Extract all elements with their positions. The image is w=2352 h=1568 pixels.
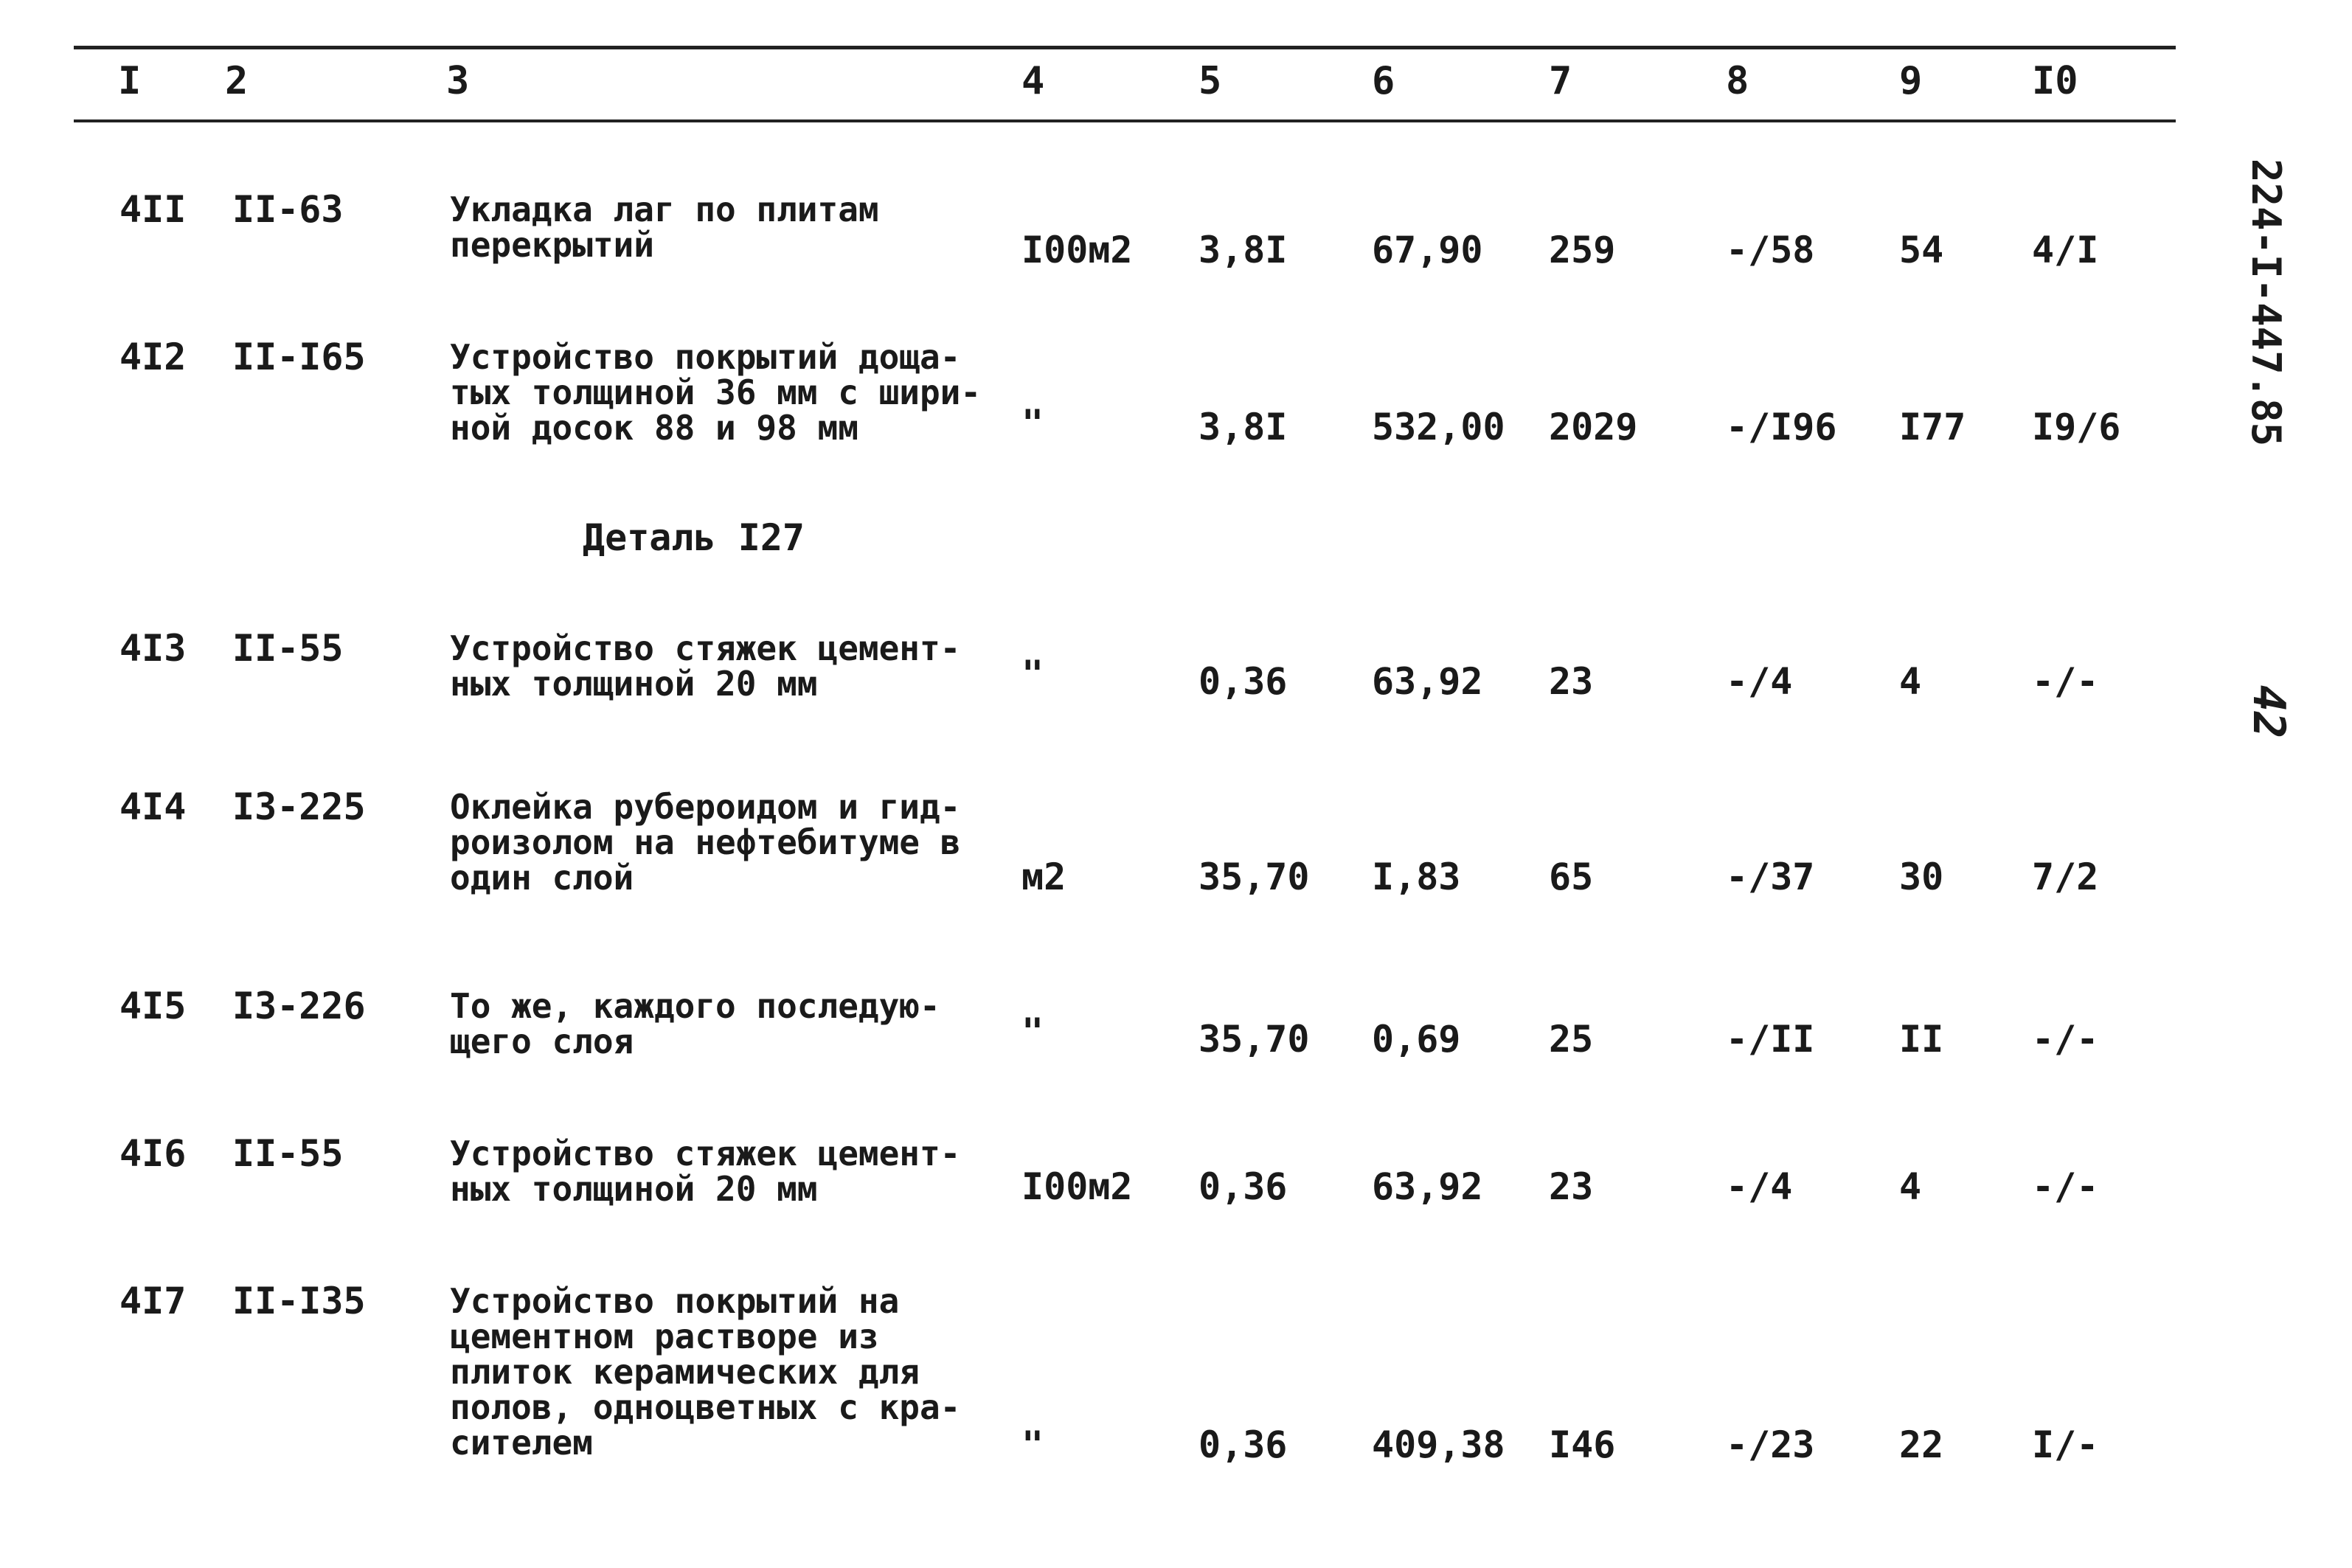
work-description: Оклейка рубероидом и гид- роизолом на нефтебитуме в один слой	[450, 787, 961, 898]
row-number: 4I4	[119, 785, 187, 828]
column-10-value: 7/2	[2032, 856, 2099, 898]
unit-price: 409,38	[1372, 1423, 1505, 1466]
work-description: Устройство покрытий доща- тых толщиной 36 мм с шири- ной досок 88 и 98 мм	[450, 337, 982, 448]
row-number: 4I2	[119, 336, 187, 378]
norm-code: I3-225	[232, 785, 366, 828]
column-10-value: -/-	[2032, 1165, 2099, 1208]
unit: "	[1021, 653, 1044, 695]
quantity: 0,36	[1198, 1423, 1288, 1466]
work-description: Укладка лаг по плитам перекрытий	[450, 190, 879, 265]
quantity: 35,70	[1198, 1018, 1310, 1061]
row-number: 4I6	[119, 1132, 187, 1175]
column-8-value: -/58	[1726, 229, 1815, 271]
column-9-value: 4	[1899, 1165, 1922, 1208]
column-10-value: 4/I	[2032, 229, 2099, 271]
page-number: 42	[2243, 684, 2295, 739]
total-cost: I46	[1549, 1423, 1616, 1466]
unit: I00м2	[1021, 1165, 1133, 1208]
norm-code: II-55	[232, 627, 344, 670]
norm-code: II-I65	[232, 336, 366, 378]
unit-price: 63,92	[1372, 1165, 1483, 1208]
unit-price: I,83	[1372, 856, 1461, 898]
document-code-side-label: 224-I-447.85	[2243, 159, 2289, 447]
unit: I00м2	[1021, 229, 1133, 271]
total-cost: 25	[1549, 1018, 1594, 1061]
column-header-1: I	[118, 59, 142, 103]
column-header-3: 3	[446, 59, 470, 103]
column-10-value: I/-	[2032, 1423, 2099, 1466]
column-8-value: -/23	[1726, 1423, 1815, 1466]
unit: "	[1021, 1423, 1044, 1466]
work-description: То же, каждого последую- щего слоя	[450, 986, 940, 1061]
total-cost: 259	[1549, 229, 1616, 271]
column-header-6: 6	[1372, 59, 1395, 103]
column-header-5: 5	[1198, 59, 1222, 103]
column-9-value: I77	[1899, 406, 1966, 448]
quantity: 3,8I	[1198, 229, 1288, 271]
column-9-value: II	[1899, 1018, 1944, 1061]
column-header-2: 2	[225, 59, 249, 103]
header-bottom-rule	[74, 119, 2176, 122]
column-9-value: 54	[1899, 229, 1944, 271]
total-cost: 65	[1549, 856, 1594, 898]
column-8-value: -/I96	[1726, 406, 1837, 448]
quantity: 35,70	[1198, 856, 1310, 898]
row-number: 4I7	[119, 1280, 187, 1322]
column-10-value: -/-	[2032, 1018, 2099, 1061]
column-9-value: 22	[1899, 1423, 1944, 1466]
unit-price: 67,90	[1372, 229, 1483, 271]
unit-price: 0,69	[1372, 1018, 1461, 1061]
column-header-9: 9	[1899, 59, 1923, 103]
column-10-value: I9/6	[2032, 406, 2121, 448]
column-header-10: I0	[2032, 59, 2078, 103]
total-cost: 2029	[1549, 406, 1638, 448]
norm-code: I3-226	[232, 985, 366, 1027]
row-number: 4II	[119, 188, 187, 231]
norm-code: II-55	[232, 1132, 344, 1175]
quantity: 0,36	[1198, 1165, 1288, 1208]
total-cost: 23	[1549, 660, 1594, 703]
unit: "	[1021, 1010, 1044, 1053]
column-header-7: 7	[1549, 59, 1572, 103]
work-description: Устройство стяжек цемент- ных толщиной 20 мм	[450, 1134, 961, 1209]
row-number: 4I3	[119, 627, 187, 670]
work-description: Устройство стяжек цемент- ных толщиной 20 мм	[450, 628, 961, 704]
norm-code: II-63	[232, 188, 344, 231]
column-8-value: -/II	[1726, 1018, 1815, 1061]
unit-price: 63,92	[1372, 660, 1483, 703]
column-8-value: -/4	[1726, 1165, 1793, 1208]
column-header-8: 8	[1726, 59, 1749, 103]
quantity: 3,8I	[1198, 406, 1288, 448]
column-9-value: 30	[1899, 856, 1944, 898]
column-header-4: 4	[1021, 59, 1045, 103]
column-10-value: -/-	[2032, 660, 2099, 703]
total-cost: 23	[1549, 1165, 1594, 1208]
unit: м2	[1021, 856, 1066, 898]
section-title: Деталь I27	[583, 516, 805, 559]
header-top-rule	[74, 46, 2176, 49]
column-9-value: 4	[1899, 660, 1922, 703]
column-8-value: -/4	[1726, 660, 1793, 703]
quantity: 0,36	[1198, 660, 1288, 703]
column-8-value: -/37	[1726, 856, 1815, 898]
norm-code: II-I35	[232, 1280, 366, 1322]
unit: "	[1021, 402, 1044, 445]
row-number: 4I5	[119, 985, 187, 1027]
unit-price: 532,00	[1372, 406, 1505, 448]
work-description: Устройство покрытий на цементном растворе из плиток керамических для полов, одноцветных с кра- сителем	[450, 1281, 961, 1463]
